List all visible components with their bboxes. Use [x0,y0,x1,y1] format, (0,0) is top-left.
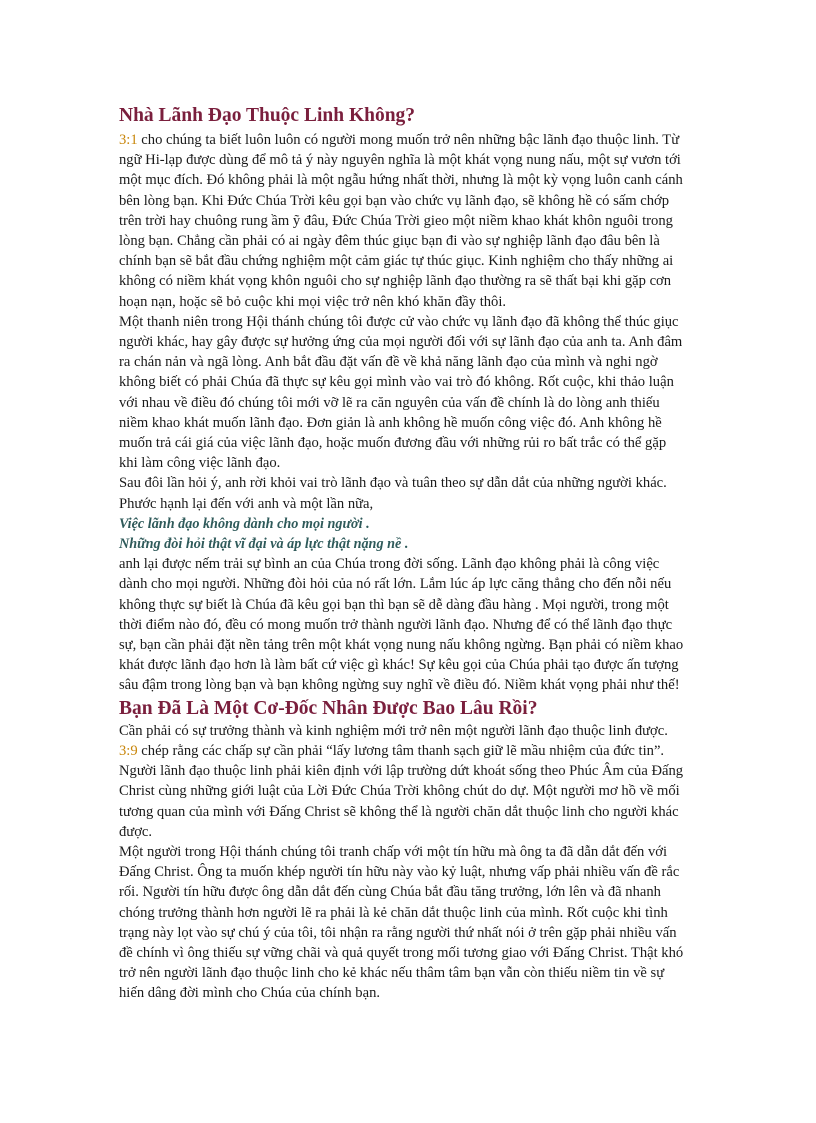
emphasis-quote: Việc lãnh đạo không dành cho mọi người . [119,515,370,532]
paragraph-dispute: Một người trong Hội thánh chúng tôi tranh chấp với một tín hữu mà ông ta đã dẫn dắt đến với Đấng Christ. Ông ta muốn khép người tín hữu này vào kỷ luật, nhưng vấp phải nhiều vấn đề rắc rối. Người tín hữu được ông dẫn dắt đến cùng Chúa bắt đầu tăng trưởng, lớn lên và đã nhanh chóng trưởng thành hơn người lẽ ra phải là kẻ chăn dắt thuộc linh của mình. Rốt cuộc khi tình trạng này lọt vào sự chú ý của tôi, tôi nhận ra rằng người thứ nhất nói ở trên gặp phải nhiều vấn đề chính vì ông thiếu sự vững chãi và quả quyết trong mối tương giao với Đấng Christ. Thật khó trở nên người lãnh đạo thuộc linh cho kẻ khác nếu thâm tâm bạn vẫn còn thiếu niềm tin về sự hiến dâng đời mình cho Chúa của chính bạn. [119,843,684,1002]
emphasis-quote: Những đòi hỏi thật vĩ đại và áp lực thật nặng nề . [119,536,409,553]
paragraph-text: Cần phải có sự trưởng thành và kinh nghiệm mới trở nên một người lãnh đạo thuộc linh được. [119,722,668,739]
scripture-ref[interactable]: 3:9 [119,742,138,759]
page-content [119,104,685,1004]
section-heading-spiritual-leader: Nhà Lãnh Đạo Thuộc Linh Không? [119,105,416,126]
paragraph-calling [119,130,685,312]
paragraph-peace: anh lại được nếm trải sự bình an của Chúa trong đời sống. Lãnh đạo không phải là công việc dành cho mọi người. Những đòi hỏi của nó rất lớn. Lắm lúc áp lực căng thẳng cho đến nỗi nếu không thực sự biết là Chúa đã kêu gọi bạn thì bạn sẽ dễ dàng đầu hàng . Mọi người, trong một thời điểm nào đó, đều có mong muốn trở thành người lãnh đạo. Nhưng để có thể lãnh đạo thực sự, bạn cần phải đặt nền tảng trên một khát vọng nung nấu không ngừng. Bạn phải có niềm khao khát được lãnh đạo hơn là làm bất cứ việc gì khác! Sự kêu gọi của Chúa phải tạo được ấn tượng sâu đậm trong lòng bạn và bạn không ngừng suy nghĩ về điều đó. Niềm khát vọng phải như thế! [119,556,684,694]
paragraph-text: chép rằng các chấp sự cần phải “lấy lương tâm thanh sạch giữ lẽ mầu nhiệm của đức tin”. Người lãnh đạo thuộc linh phải kiên định với lập trường dứt khoát sống theo Phúc Âm của Đấng Christ cùng những giới luật của Lời Đức Chúa Trời không chút do dự. Một người mơ hồ về mối tương quan của mình với Đấng Christ sẽ không thể là người chăn dắt thuộc linh cho người khác được. [119,742,684,840]
section-heading-how-long-christian: Bạn Đã Là Một Cơ-Đốc Nhân Được Bao Lâu Rồi? [119,697,538,719]
paragraph-stepped-down: Sau đôi lần hỏi ý, anh rời khỏi vai trò lãnh đạo và tuân theo sự dẫn dắt của những người khác. Phước hạnh lại đến với anh và một lần nữa, [119,475,667,512]
paragraph-young-man: Một thanh niên trong Hội thánh chúng tôi được cử vào chức vụ lãnh đạo đã không thể thúc giục người khác, hay gây được sự hưởng ứng của mọi người đối với sự lãnh đạo của anh ta. Anh đâm ra chán nản và ngã lòng. Anh bắt đầu đặt vấn đề về khả năng lãnh đạo của mình và nghi ngờ không biết có phải Chúa đã thực sự kêu gọi mình vào vai trò đó không. Rốt cuộc, khi thảo luận với nhau về điều đó chúng tôi mới vỡ lẽ ra căn nguyên của vấn đề chính là do lòng anh thiếu niềm khao khát muốn lãnh đạo. Đơn giản là anh không hề muốn công việc đó. Anh không hề muốn trả cái giá của việc lãnh đạo, hoặc muốn đương đầu với những rủi ro bất trắc có thể gặp khi làm công việc lãnh đạo. [119,313,683,472]
scripture-ref[interactable]: 3:1 [119,132,138,148]
paragraph-text: cho chúng ta biết luôn luôn có người mong muốn trở nên những bậc lãnh đạo thuộc linh. Từ ngữ Hi-lạp được dùng để mô tả ý này nguyên nghĩa là một khát vọng nung nấu, một sự vươn tới một mục đích. Đó không phải là một ngẫu hứng nhất thời, nhưng là một kỳ vọng luôn canh cánh bên lòng bạn. Khi Đức Chúa Trời kêu gọi bạn vào chức vụ lãnh đạo, sẽ không hề có sấm chớp trên trời hay chuông rung ầm ỹ đâu, Đức Chúa Trời gieo một niềm khao khát khôn nguôi trong lòng bạn. Chẳng cần phải có ai ngày đêm thúc giục bạn đi vào sự nghiệp lãnh đạo đâu bên là chính bạn sẽ bắt đầu chứng nghiệm một cảm giác tự thúc giục. Kinh nghiệm cho thấy những ai không có niềm khát vọng khôn nguôi cho sự nghiệp lãnh đạo thường ra sẽ thất bại khi gặp cơn hoạn nạn, hoặc sẽ bỏ cuộc khi mọi việc trở nên khó khăn đầy thôi. [119,132,683,310]
paragraph-maturity [119,721,685,842]
